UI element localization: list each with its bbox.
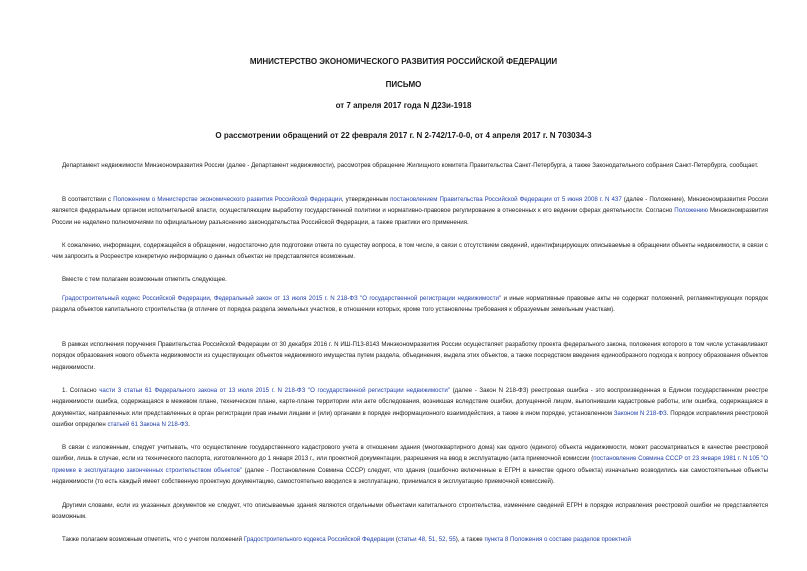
- paragraph-text: К сожалению, информации, содержащейся в обращении, недостаточно для подготовки ответа по существу вопроса, в том числе, в связи с отсутствием сведений, идентифицирующих описываемые в обращении объекты недвижимости, в связи с чем запросить в Росреестре конкретную информацию о данных объектах не представляется возможным.: [52, 242, 768, 261]
- paragraph-text: В соответствии с: [62, 196, 114, 203]
- paragraph-text: 1. Согласно: [62, 387, 100, 394]
- paragraph-1: [52, 160, 768, 171]
- paragraph-text: (далее - Закон N 218-ФЗ) реестровая ошибка - это воспроизведенная в Едином государственном реестре недвижимости ошибка, содержащаяся в межевом плане, техническом плане, карте-плане территории или акте обследования, возникшая вследствие ошибки, допущенной лицом, выполнившим кадастровые работы, или ошибка, содержащаяся в документах, направленных или представленных в орган регистрации прав иными лицами и (или) органами в порядке информационного взаимодействия, а также в ином порядке, установленном: [52, 387, 768, 417]
- paragraph-text: Другими словами, если из указанных документов не следует, что описываемые здания являются отдельными объектами капитального строительства, изменение сведений ЕГРН в порядке исправления реестровой ошибки не представляется возможным.: [52, 502, 768, 521]
- document-link[interactable]: статьи 48, 51, 52, 55: [397, 536, 456, 543]
- paragraph-text: ,: [209, 295, 214, 302]
- ministry-heading: МИНИСТЕРСТВО ЭКОНОМИЧЕСКОГО РАЗВИТИЯ РОССИЙСКОЙ ФЕДЕРАЦИИ: [249, 57, 558, 66]
- paragraph-text: (: [394, 536, 398, 543]
- paragraph-text: (далее - Постановление Совмина СССР) следует, что здания (ошибочно включенные в ЕГРН в качестве одного объекта) изначально возводились как самостоятельные объекты недвижимости (то есть каждый имеет собственную проектную документацию, самостоятельно вводился в эксплуатацию, принимался в эксплуатацию приемочной комиссией).: [52, 466, 769, 486]
- paragraph-text: Департамент недвижимости Минэкономразвития России (далее - Департамент недвижимости), рассмотрев обращение Жилищного комитета Правительства Санкт-Петербурга, а также Законодательного собрания Санкт-Петербурга, сообщает.: [62, 162, 759, 169]
- paragraph-text: Вместе с тем полагаем возможным отметить следующее.: [62, 276, 227, 283]
- paragraph-4: [52, 274, 768, 285]
- document-link[interactable]: Градостроительный кодекс Российской Федерации: [62, 295, 210, 302]
- document-link[interactable]: пункта 8 Положения о составе разделов проектной: [484, 536, 631, 543]
- paragraph-text: .: [188, 421, 190, 429]
- document-link[interactable]: Положению: [674, 207, 708, 215]
- document-type: ПИСЬМО: [385, 80, 422, 89]
- paragraph-text: ), а также: [455, 536, 485, 543]
- document-link[interactable]: части 3 статьи 61 Федерального закона от 13 июля 2015 г. N 218-ФЗ "О государственной регистрации недвижимости": [99, 387, 450, 394]
- document-link[interactable]: Положением о Министерстве экономического развития Российской Федерации: [113, 196, 342, 203]
- paragraph-text: . Порядок исправления реестровой ошибки определен: [52, 409, 768, 429]
- paragraph-5: [52, 293, 768, 316]
- document-date: от 7 апреля 2017 года N Д23и-1918: [335, 101, 472, 110]
- document-link[interactable]: Законом N 218-ФЗ: [613, 409, 667, 417]
- paragraph-6: [52, 339, 768, 373]
- paragraph-text: (далее - Положение), Минэкономразвития России является федеральным органом исполнительной власти, осуществляющим выработку государственной политики и нормативно-правовое регулирование в отнесенных к его ведении сферах деятельности. Согласно: [52, 196, 768, 215]
- paragraph-7: [52, 385, 768, 431]
- paragraph-text: Также полагаем возможным отметить, что с учетом положений: [62, 536, 244, 543]
- document-subject: О рассмотрении обращений от 22 февраля 2017 г. N 2-742/17-0-0, от 4 апреля 2017 г. N 703034-3: [215, 131, 592, 140]
- document-link[interactable]: статьей 61 Закона N 218-ФЗ: [107, 421, 189, 429]
- paragraph-text: , утвержденным: [341, 196, 391, 203]
- paragraph-2: [52, 194, 768, 228]
- paragraph-text: В рамках исполнения поручения Правительства Российской Федерации от 30 декабря 2016 г. N ИШ-П13-8143 Минэкономразвития России осуществляет разработку проекта федерального закона, положения которого в том числе устанавливают порядок образования нового объекта недвижимости из существующих объектов недвижимого имущества путем раздела, объединения, выдела этих объектов, а также посредством введения единообразного подхода к вопросу образования объектов недвижимости.: [52, 341, 768, 371]
- document-link[interactable]: Федеральный закон от 13 июля 2015 г. N 218-ФЗ "О государственной регистрации недвижимости": [213, 295, 502, 302]
- paragraph-10: [52, 534, 768, 545]
- document-link[interactable]: постановление Совмина СССР от 23 января 1981 г. N 105 "О приемке в эксплуатацию законченных строительством объектов": [52, 455, 768, 474]
- document-link[interactable]: постановлением Правительства Российской Федерации от 5 июня 2008 г. N 437: [390, 196, 622, 203]
- paragraph-text: В связи с изложенным, следует учитывать, что осуществление государственного кадастрового учета в отношении здания (многоквартирного дома) как одного (единого) объекта недвижимости, может рассматриваться в качестве реестровой ошибки, лишь в случае, если из технического паспорта, изготовленного до 1 января 2013 г., или проектной документации, разрешения на ввод в эксплуатацию (акта приемочной комиссии (: [52, 444, 768, 463]
- paragraph-3: [52, 240, 768, 263]
- paragraph-8: [52, 442, 768, 488]
- paragraph-text: Минэкономразвития России не наделено полномочиями по официальному разъяснению законодательства Российской Федерации, а также практики его применения.: [52, 207, 768, 226]
- paragraph-text: и иные нормативные правовые акты не содержат положений, регламентирующих порядок раздела объектов капитального строительства (в отличие от порядка раздела земельных участков, в отношении которых, кроме того установлены требования к образуемым земельным участкам).: [52, 295, 768, 314]
- document-link[interactable]: Градостроительного кодекса Российской Федерации: [243, 536, 395, 543]
- paragraph-9: [52, 500, 768, 523]
